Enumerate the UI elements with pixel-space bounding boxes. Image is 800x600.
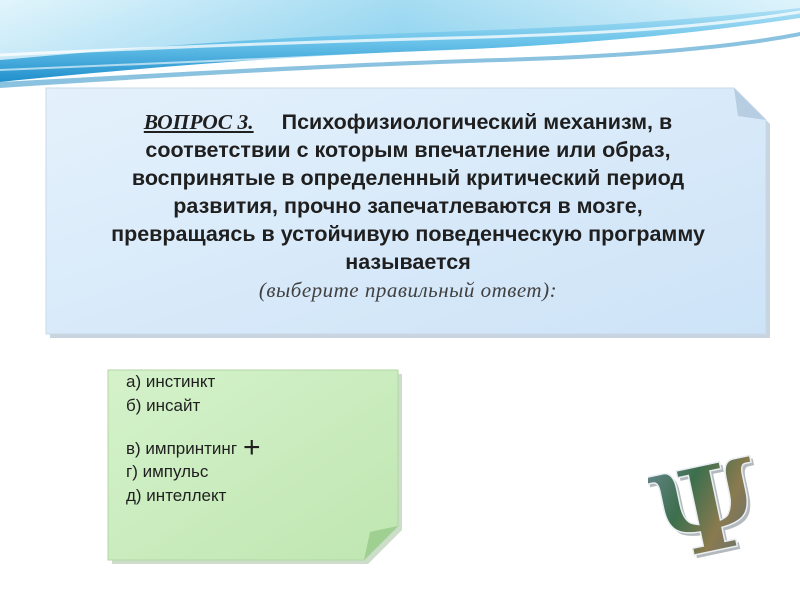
slide-header-decoration: [0, 0, 800, 95]
question-text-part: Психофизиологический механизм, в: [281, 110, 673, 134]
psi-icon: [648, 448, 760, 564]
answer-option-e[interactable]: д) интеллект: [126, 486, 227, 505]
question-line-2: соответствии с которым впечатление или образ,: [145, 138, 671, 162]
psi-glyph-shadow: Ψ: [648, 448, 760, 564]
question-instruction: (выберите правильный ответ):: [258, 278, 558, 302]
question-line-4: развития, прочно запечатлеваются в мозге,: [173, 194, 643, 218]
question-line-1: [58, 108, 758, 136]
answer-option-b[interactable]: б) инсайт: [126, 396, 201, 415]
question-line-3: воспринятые в определенный критический период: [131, 166, 685, 190]
question-text: [58, 108, 758, 304]
psi-glyph: Ψ: [648, 448, 760, 564]
question-line-5: превращаясь в устойчивую поведенческую программу: [111, 222, 705, 246]
answer-option-c[interactable]: [126, 431, 261, 464]
answer-option-c-label: в) импринтинг: [126, 439, 238, 458]
correct-answer-mark: +: [243, 431, 261, 464]
answer-option-a[interactable]: а) инстинкт: [126, 372, 216, 391]
answer-option-d[interactable]: г) импульс: [126, 462, 209, 481]
question-line-6: называется: [345, 250, 471, 274]
answer-list: [126, 370, 261, 508]
question-number: ВОПРОС 3.: [143, 110, 254, 134]
